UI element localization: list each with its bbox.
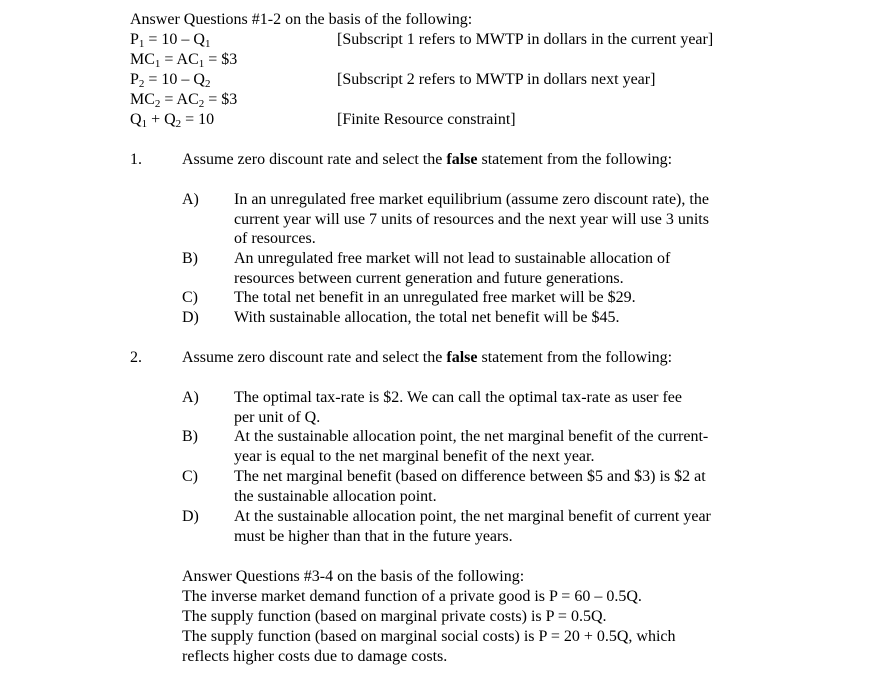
- subscript: 1: [198, 58, 205, 70]
- option-letter: A): [182, 191, 199, 208]
- section-text: The supply function (based on marginal social costs) is P = 20 + 0.5Q, which: [182, 628, 676, 645]
- equation-text: Q: [130, 111, 142, 128]
- equation-text: P: [130, 31, 139, 48]
- prompt-emphasis: false: [446, 349, 478, 366]
- option-text: At the sustainable allocation point, the net marginal benefit of the current-: [234, 428, 709, 445]
- option-text: At the sustainable allocation point, the net marginal benefit of current year: [234, 508, 711, 525]
- equation-text: = 10 – Q: [144, 31, 205, 48]
- equation-text: = AC: [160, 91, 199, 108]
- subscript: 2: [198, 98, 205, 110]
- section-text: reflects higher costs due to damage costs.: [182, 648, 448, 665]
- equation: [130, 30, 210, 50]
- option-text: An unregulated free market will not lead to sustainable allocation of: [234, 250, 671, 267]
- option-letter: C): [182, 289, 198, 306]
- equation: [130, 110, 214, 130]
- prompt-text: Assume zero discount rate and select the: [182, 151, 447, 168]
- question-number: 1.: [130, 151, 142, 168]
- question-prompt: [182, 348, 672, 368]
- section-heading: Answer Questions #1-2 on the basis of the following:: [130, 11, 473, 28]
- prompt-text: Assume zero discount rate and select the: [182, 349, 447, 366]
- option-text: In an unregulated free market equilibrium (assume zero discount rate), the: [234, 191, 709, 208]
- section-text: The inverse market demand function of a private good is P = 60 – 0.5Q.: [182, 588, 642, 605]
- option-letter: D): [182, 309, 199, 326]
- subscript: 2: [138, 78, 145, 90]
- question-prompt: [182, 150, 672, 170]
- option-text: of resources.: [234, 230, 316, 248]
- subscript: 2: [154, 98, 161, 110]
- option-letter: B): [182, 428, 198, 445]
- option-letter: D): [182, 508, 199, 525]
- equation-text: = AC: [160, 51, 199, 68]
- subscript: 1: [204, 38, 211, 50]
- option-text: the sustainable allocation point.: [234, 487, 437, 505]
- subscript: 1: [154, 58, 161, 70]
- option-text: current year will use 7 units of resources and the next year will use 3 units: [234, 210, 709, 228]
- equation-text: = 10: [181, 111, 215, 128]
- option-text: per unit of Q.: [234, 408, 321, 426]
- equation-text: = 10 – Q: [144, 71, 205, 88]
- section-text: The supply function (based on marginal private costs) is P = 0.5Q.: [182, 608, 607, 625]
- equation-text: MC: [130, 51, 155, 68]
- equation: [130, 50, 237, 70]
- prompt-emphasis: false: [446, 151, 478, 168]
- equation: [130, 90, 237, 110]
- option-text: The total net benefit in an unregulated free market will be $29.: [234, 289, 636, 306]
- subscript: 1: [141, 118, 148, 130]
- equation: [130, 70, 210, 90]
- equation-text: = $3: [204, 51, 238, 68]
- equation-note: [Finite Resource constraint]: [337, 111, 516, 128]
- equation-text: MC: [130, 91, 155, 108]
- subscript: 1: [138, 38, 145, 50]
- option-text: The optimal tax-rate is $2. We can call the optimal tax-rate as user fee: [234, 389, 683, 406]
- option-text: year is equal to the net marginal benefit of the next year.: [234, 447, 595, 465]
- question-number: 2.: [130, 349, 142, 366]
- equation-text: = $3: [204, 91, 238, 108]
- equation-note: [Subscript 1 refers to MWTP in dollars in the current year]: [337, 31, 714, 48]
- equation-text: + Q: [147, 111, 176, 128]
- option-text: With sustainable allocation, the total net benefit will be $45.: [234, 309, 620, 326]
- option-letter: A): [182, 389, 199, 406]
- prompt-text: statement from the following:: [477, 349, 673, 366]
- equation-text: P: [130, 71, 139, 88]
- section-heading: Answer Questions #3-4 on the basis of the following:: [182, 568, 525, 585]
- option-letter: C): [182, 468, 198, 485]
- subscript: 2: [175, 118, 182, 130]
- equation-note: [Subscript 2 refers to MWTP in dollars next year]: [337, 71, 656, 88]
- option-text: resources between current generation and future generations.: [234, 269, 624, 287]
- option-text: must be higher than that in the future years.: [234, 527, 513, 545]
- subscript: 2: [204, 78, 211, 90]
- option-text: The net marginal benefit (based on difference between $5 and $3) is $2 at: [234, 468, 706, 485]
- prompt-text: statement from the following:: [477, 151, 673, 168]
- option-letter: B): [182, 250, 198, 267]
